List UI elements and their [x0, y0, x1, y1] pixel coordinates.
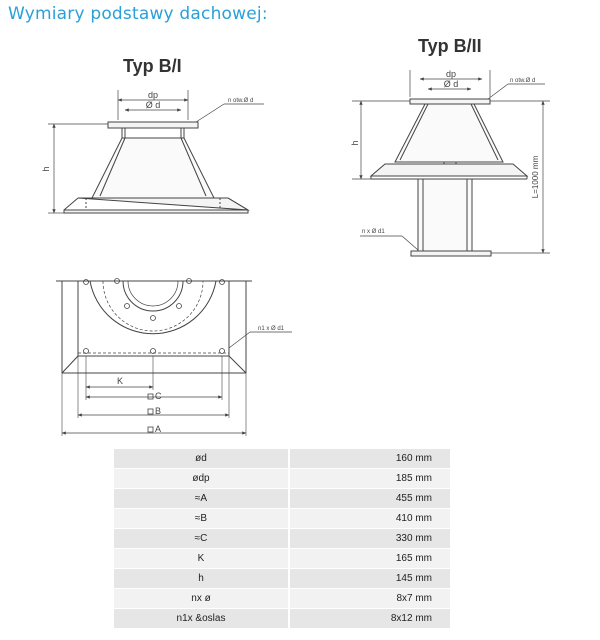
table-row-value: 160 mm — [289, 449, 450, 469]
table-row-label: K — [114, 549, 289, 569]
plan-holes-note: n1 x Ø d1 — [258, 326, 285, 332]
b2-cone — [395, 104, 503, 162]
table-row — [114, 569, 450, 589]
table-row-value: 165 mm — [289, 549, 450, 569]
b1-base-plate — [64, 198, 248, 213]
plan-a-label: A — [155, 424, 162, 434]
b1-dp-label: dp — [147, 90, 159, 100]
table-row-value: 8x12 mm — [289, 609, 450, 629]
plan-bolt-holes — [84, 279, 225, 354]
table-row — [114, 509, 450, 529]
plan-k-label: K — [116, 376, 124, 386]
type-b2-label: Typ B/II — [418, 36, 482, 56]
b2-openings-note: n otw.Ø d — [510, 78, 536, 84]
table-row — [114, 469, 450, 489]
b2-holes-note: n x Ø d1 — [362, 229, 385, 235]
b1-openings-note: n otw.Ø d — [228, 98, 254, 104]
b2-pipe-lower — [418, 179, 472, 251]
table-row-label: nx ø — [114, 589, 289, 609]
table-row-label: ≈A — [114, 489, 289, 509]
table-row-label: h — [114, 569, 289, 589]
table-row-value: 410 mm — [289, 509, 450, 529]
b1-h-label: h — [41, 166, 51, 172]
plan-outer-arc — [90, 281, 216, 334]
b1-top-flange — [108, 122, 198, 128]
b2-length-label: L=1000 mm — [531, 155, 540, 199]
table-row-label: ød — [114, 449, 289, 469]
table-row-value: 8x7 mm — [289, 589, 450, 609]
table-row-label: n1x &oslas — [114, 609, 289, 629]
table-row-label: ≈C — [114, 529, 289, 549]
table-row-value: 455 mm — [289, 489, 450, 509]
plan-b-label: B — [155, 406, 162, 416]
b2-h-label: h — [350, 140, 360, 146]
page-title: Wymiary podstawy dachowej: — [8, 4, 268, 24]
table-row-label: ødp — [114, 469, 289, 489]
b2-d-label: Ø d — [443, 79, 459, 89]
b2-base-plate — [371, 164, 527, 176]
b1-cone — [92, 138, 214, 198]
b2-top-flange — [410, 99, 490, 104]
b2-dp-label: dp — [445, 69, 457, 79]
table-row — [114, 449, 450, 469]
table-row — [114, 589, 450, 609]
table-row-value: 330 mm — [289, 529, 450, 549]
table-row — [114, 489, 450, 509]
plan-inner-arc — [123, 281, 183, 311]
table-row — [114, 609, 450, 629]
b1-d-label: Ø d — [145, 100, 161, 110]
table-row-value: 185 mm — [289, 469, 450, 489]
diagram-plan — [56, 279, 292, 437]
table-row — [114, 549, 450, 569]
plan-c-label: C — [155, 391, 162, 401]
type-b1-label: Typ B/I — [123, 56, 182, 76]
table-row-value: 145 mm — [289, 569, 450, 589]
dimensions-table — [114, 449, 450, 629]
table-row-label: ≈B — [114, 509, 289, 529]
table-row — [114, 529, 450, 549]
b2-bottom-flange — [411, 251, 491, 256]
